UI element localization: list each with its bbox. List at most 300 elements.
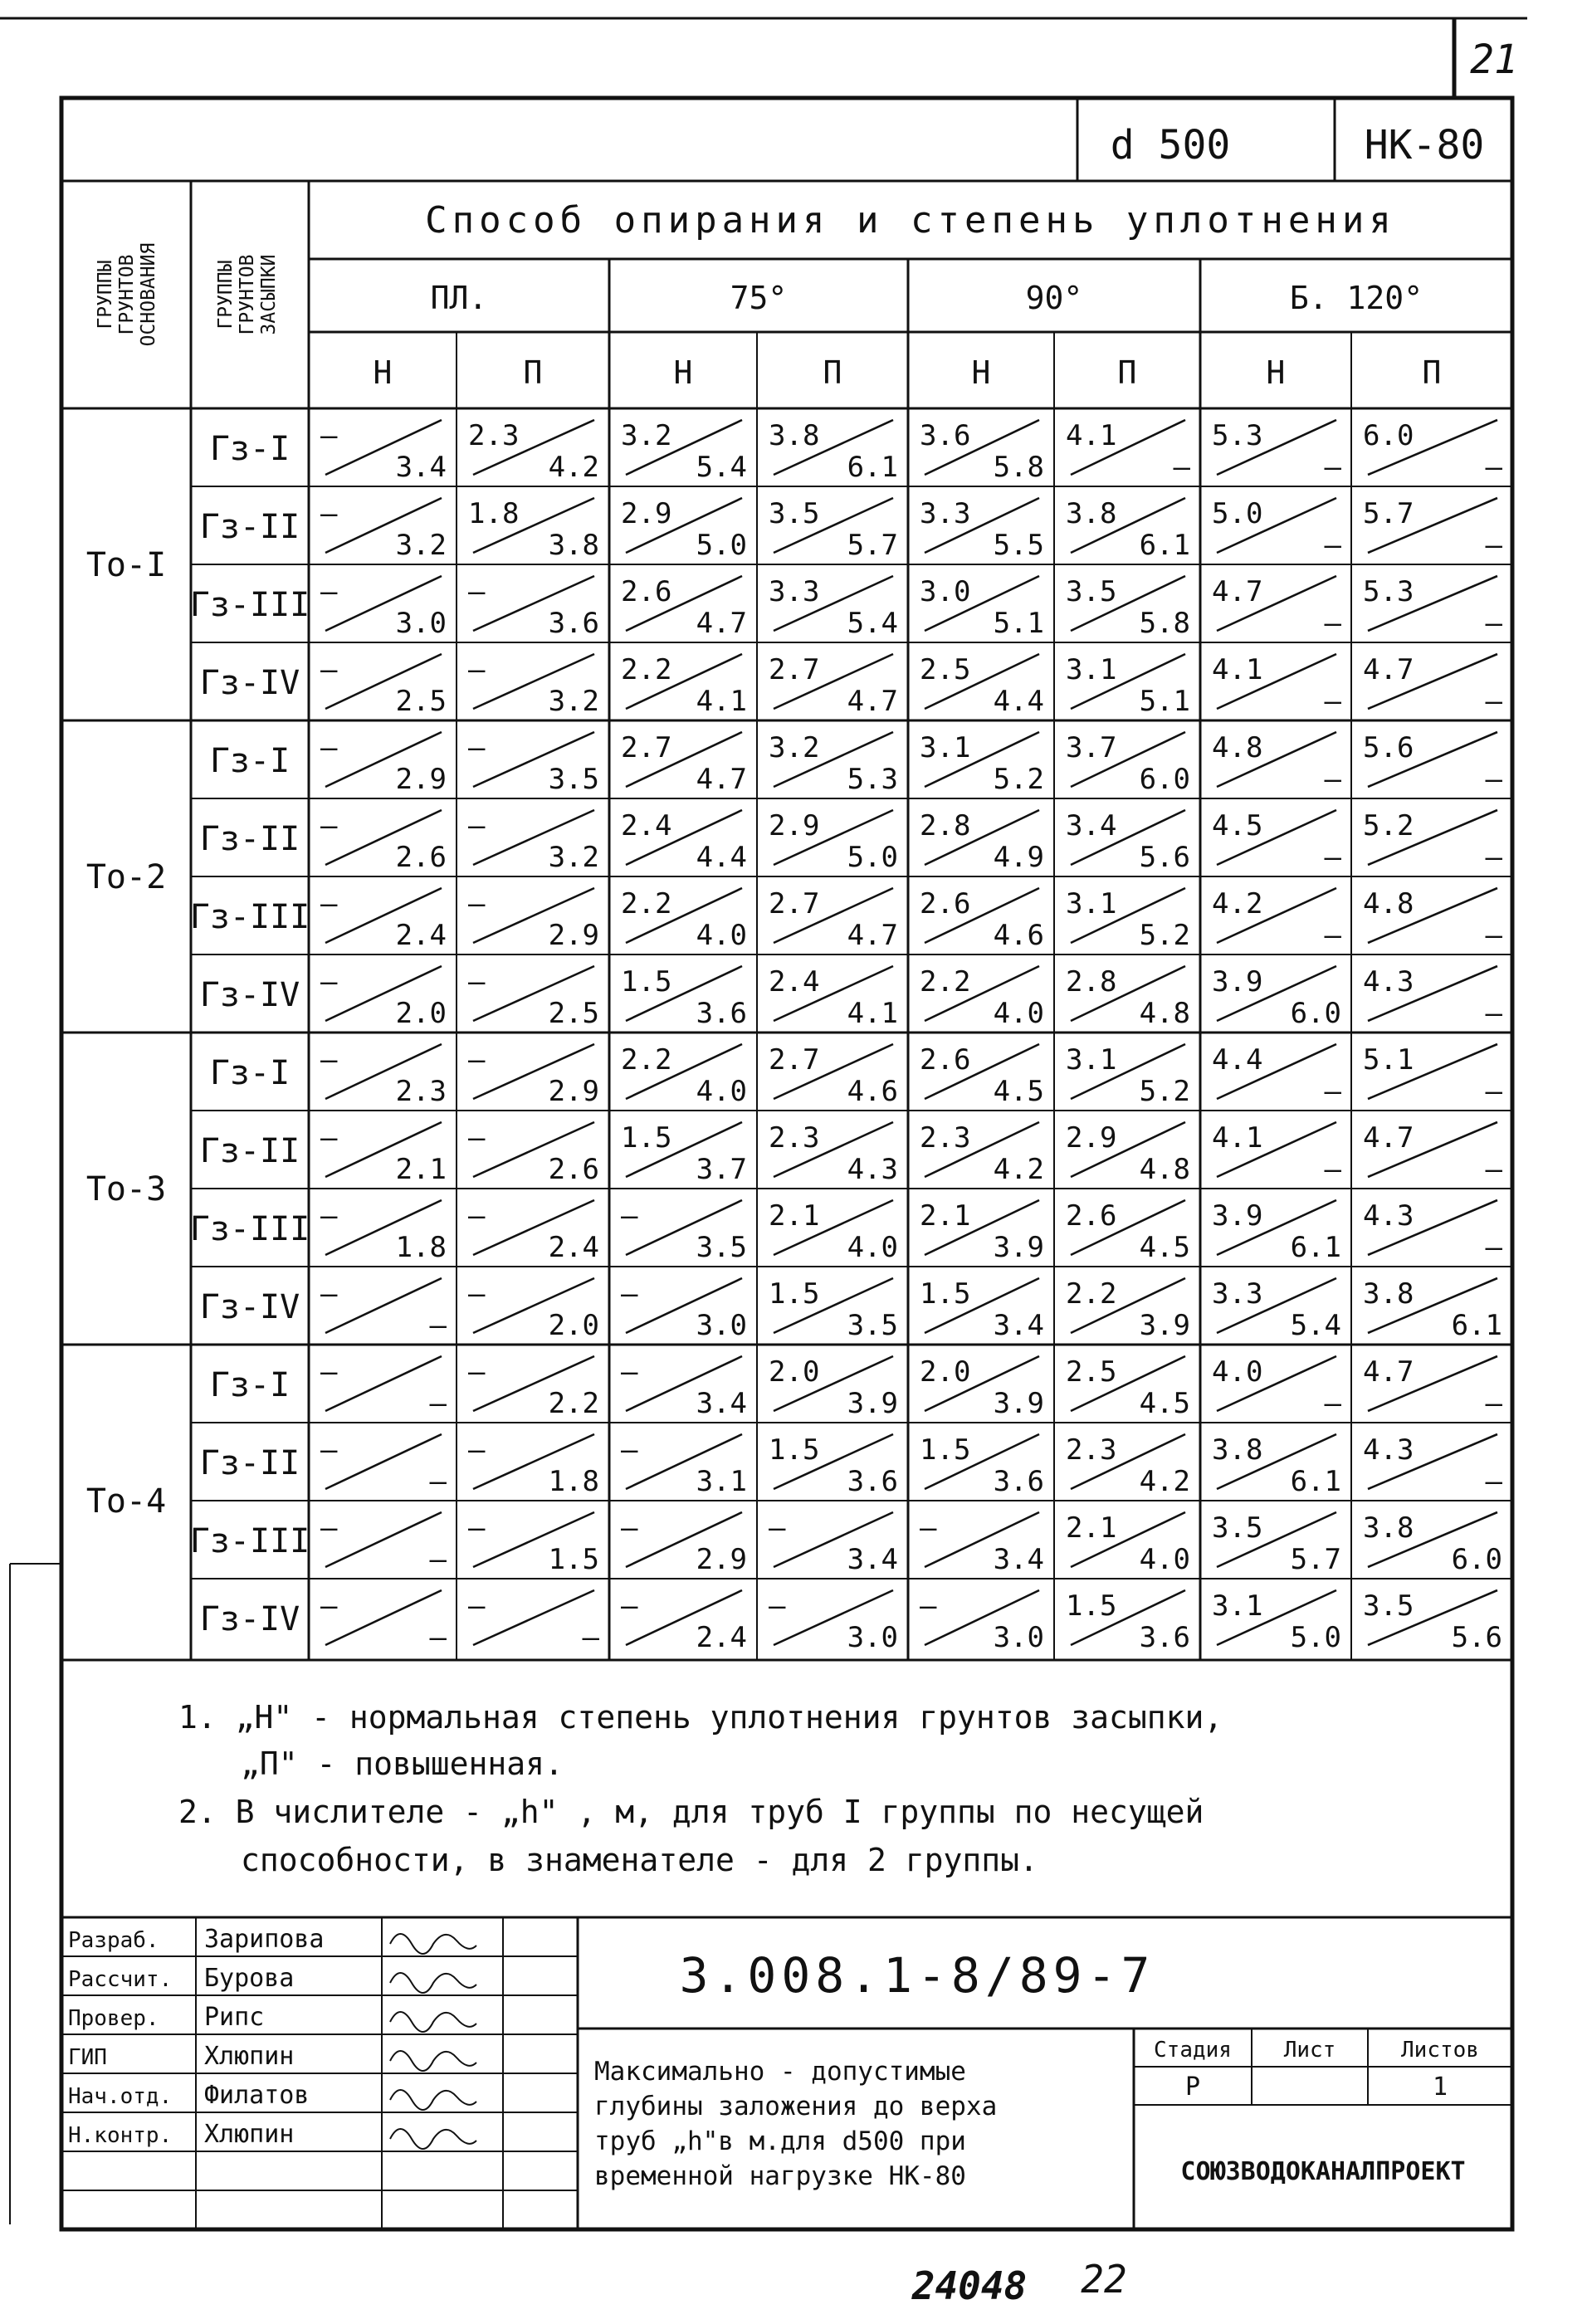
stamp-role: Нач.отд. — [68, 2084, 173, 2109]
depth-numerator: 1.5 — [769, 1277, 820, 1311]
depth-denominator: — — [1173, 451, 1190, 484]
depth-denominator: — — [429, 1387, 447, 1420]
depth-denominator: — — [1485, 997, 1502, 1030]
stamp-role: ГИП — [68, 2045, 107, 2070]
fill-group-label: Гз-IV — [199, 1288, 300, 1326]
depth-denominator: 4.8 — [1139, 1153, 1190, 1186]
fill-group-label: Гз-I — [209, 1054, 291, 1092]
depth-numerator: — — [621, 1355, 638, 1389]
depth-numerator: 3.3 — [920, 497, 971, 530]
depth-numerator: — — [468, 965, 486, 998]
depth-numerator: 3.1 — [1066, 1043, 1117, 1077]
footer-page: 22 — [1081, 2257, 1127, 2302]
degree-header: П — [823, 354, 842, 391]
fill-group-label: Гз-II — [199, 1444, 300, 1482]
organization: СОЮЗВОДОКАНАЛПРОЕКТ — [1180, 2157, 1466, 2186]
depth-denominator: 5.0 — [1290, 1621, 1341, 1654]
depth-denominator: 2.9 — [548, 919, 599, 952]
support-header: 90° — [1025, 280, 1083, 316]
depth-denominator: 3.5 — [548, 763, 599, 796]
depth-denominator: 3.2 — [548, 685, 599, 718]
depth-denominator: — — [1324, 1153, 1341, 1186]
depth-denominator: — — [1324, 919, 1341, 952]
depth-numerator: 3.5 — [1363, 1589, 1414, 1623]
depth-denominator: 3.4 — [993, 1543, 1044, 1576]
depth-denominator: 4.8 — [1139, 997, 1190, 1030]
depth-numerator: 4.8 — [1212, 731, 1263, 764]
depth-denominator: 1.8 — [395, 1231, 447, 1264]
base-group-label: То-2 — [85, 858, 167, 896]
depth-numerator: 3.6 — [920, 419, 971, 452]
depth-denominator: 4.5 — [1139, 1231, 1190, 1264]
depth-numerator: 3.4 — [1066, 809, 1117, 842]
depth-numerator: — — [468, 1121, 486, 1155]
depth-denominator: 4.0 — [847, 1231, 898, 1264]
depth-numerator: 4.3 — [1363, 1433, 1414, 1467]
depth-numerator: 4.7 — [1363, 653, 1414, 686]
depth-denominator: 4.7 — [696, 763, 747, 796]
depth-denominator: 3.9 — [993, 1231, 1044, 1264]
depth-denominator: — — [582, 1621, 599, 1654]
depth-denominator: 2.4 — [395, 919, 447, 952]
depth-numerator: — — [320, 1511, 338, 1545]
fraction-slash — [325, 1434, 442, 1489]
depth-denominator: — — [1485, 529, 1502, 562]
depth-numerator: — — [320, 1433, 338, 1467]
base-groups-header: ГРУППЫГРУНТОВОСНОВАНИЯ — [95, 242, 159, 347]
depth-numerator: 2.3 — [769, 1121, 820, 1155]
depth-denominator: 5.3 — [847, 763, 898, 796]
depth-numerator: 2.3 — [920, 1121, 971, 1155]
depth-numerator: 2.3 — [1066, 1433, 1117, 1467]
depth-numerator: — — [320, 653, 338, 686]
fill-group-label: Гз-II — [199, 508, 300, 546]
depth-denominator: 4.4 — [993, 685, 1044, 718]
degree-header: Н — [373, 354, 393, 391]
degree-header: Н — [1266, 354, 1286, 391]
depth-denominator: 4.0 — [696, 919, 747, 952]
fraction-slash — [325, 1590, 442, 1645]
depth-denominator: 3.8 — [548, 529, 599, 562]
signature-scribble — [390, 2012, 476, 2032]
depth-denominator: — — [1485, 1231, 1502, 1264]
stamp-role: Разраб. — [68, 1928, 159, 1953]
depth-denominator: 6.1 — [1139, 529, 1190, 562]
stamp-name: Хлюпин — [204, 2042, 295, 2071]
depth-numerator: — — [920, 1589, 937, 1623]
depth-denominator: 4.7 — [847, 685, 898, 718]
depth-numerator: 2.6 — [1066, 1199, 1117, 1233]
depth-denominator: 2.2 — [548, 1387, 599, 1420]
depth-denominator: 2.5 — [548, 997, 599, 1030]
depth-numerator: 2.2 — [621, 653, 672, 686]
stage-value: Р — [1184, 2073, 1201, 2102]
depth-denominator: — — [1324, 841, 1341, 874]
depth-denominator: 4.0 — [993, 997, 1044, 1030]
note-2-cont: способности, в знаменателе - для 2 группы. — [241, 1842, 1038, 1878]
fill-groups-header: ГРУППЫГРУНТОВЗАСЫПКИ — [215, 254, 280, 335]
depth-numerator: 2.2 — [920, 965, 971, 998]
degree-header: Н — [971, 354, 991, 391]
depth-denominator: 2.9 — [548, 1075, 599, 1108]
depth-denominator: 2.9 — [395, 763, 447, 796]
depth-numerator: 4.5 — [1212, 809, 1263, 842]
depth-numerator: 4.4 — [1212, 1043, 1263, 1077]
depth-denominator: 5.4 — [847, 607, 898, 640]
signature-scribble — [390, 2090, 476, 2110]
depth-numerator: 3.2 — [769, 731, 820, 764]
depth-numerator: 2.4 — [769, 965, 820, 998]
depth-denominator: — — [1485, 1075, 1502, 1108]
depth-numerator: 4.8 — [1363, 887, 1414, 920]
depth-denominator: 2.0 — [548, 1309, 599, 1342]
depth-denominator: 3.9 — [993, 1387, 1044, 1420]
fill-group-label: Гз-II — [199, 1132, 300, 1170]
depth-denominator: 2.4 — [696, 1621, 747, 1654]
depth-denominator: 3.1 — [696, 1465, 747, 1498]
depth-numerator: 2.7 — [769, 653, 820, 686]
depth-denominator: 3.0 — [993, 1621, 1044, 1654]
signature-scribble — [390, 2051, 476, 2071]
depth-denominator: — — [1324, 1075, 1341, 1108]
depth-numerator: — — [468, 1589, 486, 1623]
degree-header: П — [1117, 354, 1137, 391]
depth-denominator: 2.1 — [395, 1153, 447, 1186]
depth-numerator: 2.1 — [1066, 1511, 1117, 1545]
depth-denominator: — — [1485, 451, 1502, 484]
depth-denominator: 2.4 — [548, 1231, 599, 1264]
depth-denominator: 2.9 — [696, 1543, 747, 1576]
signature-scribble — [390, 1973, 476, 1993]
depth-numerator: — — [920, 1511, 937, 1545]
fill-group-label: Гз-II — [199, 820, 300, 858]
depth-denominator: 4.0 — [1139, 1543, 1190, 1576]
depth-denominator: 3.0 — [696, 1309, 747, 1342]
note-2: 2. В числителе - „h" , м, для труб I группы по несущей — [178, 1794, 1204, 1830]
support-header: ПЛ. — [430, 280, 488, 316]
depth-denominator: 3.2 — [548, 841, 599, 874]
depth-denominator: — — [1485, 841, 1502, 874]
depth-numerator: — — [320, 1121, 338, 1155]
support-header: 75° — [730, 280, 788, 316]
depth-numerator: — — [769, 1511, 786, 1545]
depth-denominator: 5.1 — [1139, 685, 1190, 718]
fraction-slash — [325, 1356, 442, 1411]
depth-denominator: 5.7 — [1290, 1543, 1341, 1576]
depth-denominator: 5.5 — [993, 529, 1044, 562]
depth-numerator: 1.5 — [1066, 1589, 1117, 1623]
fill-group-label: Гз-III — [189, 1210, 310, 1248]
depth-denominator: 4.7 — [696, 607, 747, 640]
depth-numerator: 3.1 — [1212, 1589, 1263, 1623]
page-number: 21 — [1470, 37, 1518, 83]
depth-numerator: 2.2 — [621, 887, 672, 920]
stamp-role: Провер. — [68, 2006, 159, 2031]
depth-denominator: 4.1 — [696, 685, 747, 718]
depth-denominator: 5.6 — [1451, 1621, 1502, 1654]
depth-numerator: — — [468, 653, 486, 686]
sheets-label: Листов — [1401, 2038, 1479, 2063]
depth-numerator: 3.8 — [769, 419, 820, 452]
base-group-label: То-4 — [85, 1482, 167, 1521]
depth-numerator: — — [769, 1589, 786, 1623]
stamp-role: Рассчит. — [68, 1967, 173, 1992]
depth-denominator: 2.5 — [395, 685, 447, 718]
depth-numerator: 2.7 — [621, 731, 672, 764]
depth-numerator: — — [320, 575, 338, 608]
depth-denominator: 3.0 — [395, 607, 447, 640]
stage-label: Стадия — [1154, 2038, 1232, 2063]
depth-numerator: 4.2 — [1212, 887, 1263, 920]
depth-numerator: 4.0 — [1212, 1355, 1263, 1389]
depth-denominator: 5.0 — [696, 529, 747, 562]
depth-numerator: 3.5 — [1066, 575, 1117, 608]
depth-numerator: — — [468, 1277, 486, 1311]
depth-denominator: — — [1485, 919, 1502, 952]
depth-denominator: 5.0 — [847, 841, 898, 874]
base-group-label: То-3 — [85, 1170, 167, 1208]
depth-numerator: 5.1 — [1363, 1043, 1414, 1077]
depth-numerator: — — [621, 1511, 638, 1545]
depth-numerator: 2.0 — [920, 1355, 971, 1389]
depth-numerator: 5.7 — [1363, 497, 1414, 530]
depth-numerator: 3.3 — [1212, 1277, 1263, 1311]
depth-denominator: 6.0 — [1290, 997, 1341, 1030]
depth-denominator: — — [1485, 685, 1502, 718]
depth-denominator: 6.1 — [1290, 1231, 1341, 1264]
depth-numerator: 5.0 — [1212, 497, 1263, 530]
depth-numerator: — — [468, 1433, 486, 1467]
depth-denominator: — — [1485, 1465, 1502, 1498]
degree-header: П — [1422, 354, 1442, 391]
depth-denominator: 3.7 — [696, 1153, 747, 1186]
depth-numerator: 2.1 — [920, 1199, 971, 1233]
depth-denominator: — — [1324, 685, 1341, 718]
depth-numerator: 2.5 — [920, 653, 971, 686]
support-method-header: Способ опирания и степень уплотнения — [425, 199, 1396, 242]
depth-numerator: — — [621, 1589, 638, 1623]
header-load: НК-80 — [1364, 122, 1485, 168]
degree-header: П — [523, 354, 543, 391]
depth-denominator: 3.2 — [395, 529, 447, 562]
depth-denominator: 4.6 — [847, 1075, 898, 1108]
depth-numerator: 3.1 — [1066, 653, 1117, 686]
depth-denominator: — — [1324, 1387, 1341, 1420]
depth-numerator: — — [621, 1277, 638, 1311]
title-line-3: труб „h"в м.для d500 при — [594, 2126, 966, 2156]
sheets-value: 1 — [1432, 2073, 1448, 2102]
depth-numerator: 4.7 — [1363, 1355, 1414, 1389]
depth-numerator: 2.7 — [769, 1043, 820, 1077]
depth-numerator: 1.5 — [920, 1277, 971, 1311]
depth-numerator: 2.6 — [920, 1043, 971, 1077]
document-code: 3.008.1-8/89-7 — [679, 1947, 1155, 2004]
depth-numerator: 3.1 — [1066, 887, 1117, 920]
depth-denominator: 4.3 — [847, 1153, 898, 1186]
depth-denominator: 5.1 — [993, 607, 1044, 640]
depth-denominator: 3.6 — [696, 997, 747, 1030]
depth-denominator: 5.2 — [993, 763, 1044, 796]
depth-denominator: 4.0 — [696, 1075, 747, 1108]
depth-numerator: — — [468, 731, 486, 764]
depth-denominator: 3.6 — [1139, 1621, 1190, 1654]
title-line-4: временной нагрузке НК-80 — [594, 2161, 966, 2191]
degree-header: Н — [673, 354, 693, 391]
depth-numerator: 3.5 — [769, 497, 820, 530]
title-line-2: глубины заложения до верха — [594, 2092, 998, 2121]
depth-numerator: 1.5 — [621, 1121, 672, 1155]
depth-denominator: 1.5 — [548, 1543, 599, 1576]
header-diameter: d 500 — [1110, 122, 1231, 168]
depth-numerator: — — [320, 1199, 338, 1233]
depth-numerator: 4.3 — [1363, 1199, 1414, 1233]
support-headers — [431, 280, 1423, 316]
depth-numerator: — — [468, 887, 486, 920]
depth-denominator: 5.4 — [1290, 1309, 1341, 1342]
depth-numerator: 1.8 — [468, 497, 520, 530]
depth-denominator: 4.2 — [548, 451, 599, 484]
fill-group-label: Гз-I — [209, 430, 291, 468]
depth-numerator: — — [320, 497, 338, 530]
fill-group-label: Гз-III — [189, 1522, 310, 1560]
fill-group-label: Гз-IV — [199, 1600, 300, 1638]
depth-denominator: 3.5 — [696, 1231, 747, 1264]
depth-numerator: 2.3 — [468, 419, 520, 452]
depth-numerator: — — [621, 1199, 638, 1233]
depth-numerator: 4.1 — [1212, 653, 1263, 686]
depth-numerator: 4.3 — [1363, 965, 1414, 998]
depth-denominator: 5.6 — [1139, 841, 1190, 874]
signature-scribble — [390, 1934, 476, 1954]
depth-numerator: 2.2 — [1066, 1277, 1117, 1311]
depth-numerator: 2.7 — [769, 887, 820, 920]
depth-denominator: — — [1485, 1153, 1502, 1186]
sheet-label: Лист — [1283, 2038, 1336, 2063]
depth-numerator: — — [468, 1043, 486, 1077]
fraction-slash — [325, 1278, 442, 1333]
depth-numerator: 4.7 — [1363, 1121, 1414, 1155]
depth-denominator: 5.8 — [1139, 607, 1190, 640]
depth-numerator: — — [320, 1043, 338, 1077]
note-1-cont: „П" - повышенная. — [241, 1745, 564, 1782]
depth-denominator: 5.4 — [696, 451, 747, 484]
depth-denominator: 5.2 — [1139, 919, 1190, 952]
depth-denominator: 2.3 — [395, 1075, 447, 1108]
depth-numerator: 2.0 — [769, 1355, 820, 1389]
depth-denominator: 4.2 — [1139, 1465, 1190, 1498]
depth-numerator: — — [320, 809, 338, 842]
depth-denominator: 6.1 — [847, 451, 898, 484]
depth-numerator: — — [621, 1433, 638, 1467]
depth-numerator: — — [320, 887, 338, 920]
depth-numerator: 3.8 — [1212, 1433, 1263, 1467]
depth-numerator: 3.9 — [1212, 1199, 1263, 1233]
fill-group-label: Гз-III — [189, 898, 310, 936]
depth-denominator: — — [1485, 607, 1502, 640]
depth-denominator: 2.6 — [548, 1153, 599, 1186]
depth-denominator: 4.1 — [847, 997, 898, 1030]
depth-denominator: 3.9 — [847, 1387, 898, 1420]
depth-numerator: — — [320, 731, 338, 764]
depth-denominator: 3.5 — [847, 1309, 898, 1342]
depth-denominator: 3.6 — [847, 1465, 898, 1498]
depth-denominator: 6.1 — [1451, 1309, 1502, 1342]
depth-numerator: 1.5 — [920, 1433, 971, 1467]
depth-numerator: 2.4 — [621, 809, 672, 842]
depth-numerator: 3.1 — [920, 731, 971, 764]
depth-numerator: 5.6 — [1363, 731, 1414, 764]
depth-denominator: — — [429, 1309, 447, 1342]
base-group-label: То-I — [85, 546, 167, 584]
fraction-slash — [473, 1590, 594, 1645]
depth-numerator: 3.8 — [1066, 497, 1117, 530]
depth-numerator: 6.0 — [1363, 419, 1414, 452]
depth-denominator: 3.6 — [993, 1465, 1044, 1498]
depth-denominator: — — [1324, 607, 1341, 640]
depth-numerator: 3.9 — [1212, 965, 1263, 998]
depth-numerator: 3.8 — [1363, 1511, 1414, 1545]
title-line-1: Максимально - допустимые — [594, 2057, 966, 2087]
depth-denominator: — — [429, 1621, 447, 1654]
depth-denominator: — — [1485, 763, 1502, 796]
depth-numerator: — — [468, 1199, 486, 1233]
depth-denominator: 6.0 — [1139, 763, 1190, 796]
depth-numerator: 2.9 — [769, 809, 820, 842]
depth-numerator: 2.2 — [621, 1043, 672, 1077]
depth-numerator: — — [468, 1355, 486, 1389]
depth-denominator: 3.0 — [847, 1621, 898, 1654]
depth-numerator: 3.7 — [1066, 731, 1117, 764]
depth-denominator: 4.5 — [993, 1075, 1044, 1108]
fill-group-label: Гз-IV — [199, 976, 300, 1014]
signature-scribble — [390, 2129, 476, 2149]
depth-numerator: 3.2 — [621, 419, 672, 452]
depth-numerator: 4.1 — [1212, 1121, 1263, 1155]
stamp-role: Н.контр. — [68, 2123, 173, 2148]
fill-group-label: Гз-III — [189, 586, 310, 624]
depth-denominator: — — [1324, 763, 1341, 796]
depth-denominator: 6.1 — [1290, 1465, 1341, 1498]
depth-denominator: 5.7 — [847, 529, 898, 562]
depth-numerator: 4.7 — [1212, 575, 1263, 608]
depth-numerator: 5.3 — [1212, 419, 1263, 452]
stamp-name: Филатов — [204, 2081, 310, 2110]
depth-denominator: 3.4 — [696, 1387, 747, 1420]
fraction-slash — [325, 1512, 442, 1567]
depth-numerator: — — [320, 965, 338, 998]
depth-numerator: — — [468, 809, 486, 842]
depth-denominator: 4.2 — [993, 1153, 1044, 1186]
stamp-name: Рипс — [204, 2003, 265, 2032]
depth-numerator: — — [320, 1355, 338, 1389]
depth-numerator: 5.3 — [1363, 575, 1414, 608]
depth-denominator: 4.6 — [993, 919, 1044, 952]
stamp-name: Зарипова — [204, 1925, 325, 1954]
archive-code: 24048 — [911, 2263, 1028, 2308]
depth-denominator: — — [1485, 1387, 1502, 1420]
depth-denominator: 4.9 — [993, 841, 1044, 874]
depth-numerator: — — [320, 1277, 338, 1311]
depth-numerator: 2.9 — [1066, 1121, 1117, 1155]
fill-group-label: Гз-I — [209, 1366, 291, 1404]
depth-numerator: 3.8 — [1363, 1277, 1414, 1311]
depth-denominator: 6.0 — [1451, 1543, 1502, 1576]
depth-denominator: 2.6 — [395, 841, 447, 874]
fill-group-label: Гз-IV — [199, 664, 300, 702]
depth-denominator: 4.7 — [847, 919, 898, 952]
depth-numerator: 3.3 — [769, 575, 820, 608]
depth-denominator: 2.0 — [395, 997, 447, 1030]
